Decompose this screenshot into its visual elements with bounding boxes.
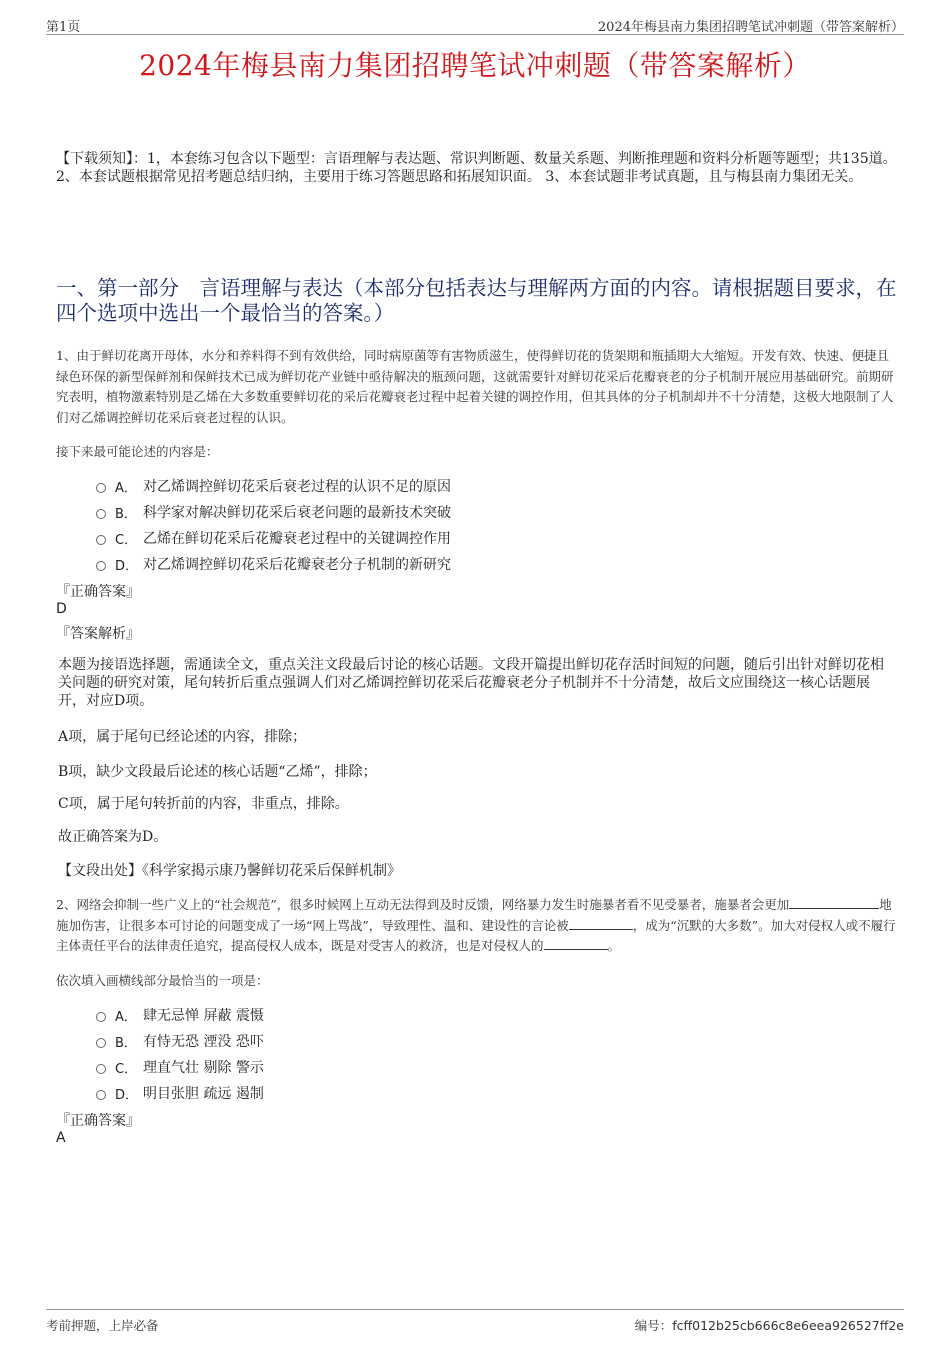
analysis-line: A项，属于尾句已经论述的内容，排除；	[58, 729, 307, 745]
question-2-options	[96, 1002, 264, 1106]
radio-icon[interactable]	[96, 1090, 106, 1100]
option-text: 对乙烯调控鲜切花采后衰老过程的认识不足的原因	[143, 479, 451, 495]
analysis-line: B项，缺少文段最后论述的核心话题“乙烯”，排除；	[58, 764, 377, 780]
option-text: 对乙烯调控鲜切花采后花瓣衰老分子机制的新研究	[143, 557, 451, 573]
question-1-prompt: 接下来最可能论述的内容是：	[56, 444, 219, 459]
page-number: 第1页	[46, 20, 81, 35]
option-text: 理直气壮 剔除 警示	[143, 1060, 264, 1076]
option-text: 有恃无恐 湮没 恐吓	[143, 1034, 264, 1050]
analysis-line: 故正确答案为D。	[58, 829, 168, 845]
analysis-label: 『答案解析』	[56, 626, 140, 642]
question-2-text: 2、网络会抑制一些广义上的“社会规范”，很多时候网上互动无法得到及时反馈，网络暴力发生时施暴者看不见受暴者，施暴者会更加 地施加伤害，让很多本可讨论的问题变成了一场“网上骂战”，导致理性、温和、建设性的言论被 ，成为“沉默的大多数”。加大对侵权人或不履行主体责任平台的法律责任追究，提高侵权人成本，既是对受害人的救济，也是对侵权人的 。	[56, 897, 896, 953]
page-title: 2024年梅县南力集团招聘笔试冲刺题（带答案解析）	[139, 49, 811, 82]
page-footer	[46, 1309, 904, 1334]
question-2-prompt: 依次填入画横线部分最恰当的一项是：	[56, 973, 269, 988]
radio-icon[interactable]	[96, 509, 106, 519]
fill-blank	[569, 917, 633, 930]
option-b[interactable]: B． 科学家对解决鲜切花采后衰老问题的最新技术突破	[96, 499, 451, 525]
option-d[interactable]: D． 明目张胆 疏远 遏制	[96, 1080, 264, 1106]
option-b[interactable]: B． 有恃无恐 湮没 恐吓	[96, 1028, 264, 1054]
answer-label: 『正确答案』	[56, 1113, 140, 1129]
footer-slogan: 考前押题，上岸必备	[46, 1318, 159, 1333]
option-c[interactable]: C． 理直气壮 剔除 警示	[96, 1054, 264, 1080]
source-line: 【文段出处】《科学家揭示康乃馨鲜切花采后保鲜机制》	[58, 863, 401, 879]
option-text: 科学家对解决鲜切花采后衰老问题的最新技术突破	[143, 505, 451, 521]
option-a[interactable]: A． 肆无忌惮 屏蔽 震慑	[96, 1002, 264, 1028]
answer-value: A	[56, 1130, 66, 1146]
radio-icon[interactable]	[96, 535, 106, 545]
fill-blank	[789, 896, 879, 909]
radio-icon[interactable]	[96, 1064, 106, 1074]
question-1-text: 1、由于鲜切花离开母体，水分和养料得不到有效供给，同时病原菌等有害物质滋生，使得鲜切花的货架期和瓶插期大大缩短。开发有效、快速、便捷且绿色环保的新型保鲜剂和保鲜技术已成为鲜切花产业链中亟待解决的瓶颈问题，这就需要针对鲜切花采后花瓣衰老的分子机制开展应用基础研究。前期研究表明，植物激素特别是乙烯在大多数重要鲜切花的采后花瓣衰老过程中起着关键的调控作用，但其具体的分子机制却并不十分清楚，这极大地限制了人们对乙烯调控鲜切花采后衰老过程的认识。	[56, 348, 894, 425]
section-heading: 一、第一部分 言语理解与表达（本部分包括表达与理解两方面的内容。请根据题目要求，在四个选项中选出一个最恰当的答案。）	[56, 276, 897, 325]
analysis-text: 本题为接语选择题，需通读全文，重点关注文段最后讨论的核心话题。文段开篇提出鲜切花存活时间短的问题，随后引出针对鲜切花相关问题的研究对策，尾句转折后重点强调人们对乙烯调控鲜切花采后花瓣衰老分子机制并不十分清楚，故后文应围绕这一核心话题展开，对应D项。	[58, 657, 884, 709]
download-notice: 【下载须知】：1，本套练习包含以下题型：言语理解与表达题、常识判断题、数量关系题、判断推理题和资料分析题等题型；共135道。 2、本套试题根据常见招考题总结归纳，主要用于练习答题思路和拓展知识面。 3、本套试题非考试真题，且与梅县南力集团无关。	[56, 151, 897, 185]
page-header	[46, 14, 904, 35]
option-c[interactable]: C． 乙烯在鲜切花采后花瓣衰老过程中的关键调控作用	[96, 525, 451, 551]
header-doc-title: 2024年梅县南力集团招聘笔试冲刺题（带答案解析）	[597, 20, 904, 35]
answer-label: 『正确答案』	[56, 584, 140, 600]
option-text: 肆无忌惮 屏蔽 震慑	[143, 1008, 264, 1024]
radio-icon[interactable]	[96, 1012, 106, 1022]
analysis-line: C项，属于尾句转折前的内容，非重点，排除。	[58, 796, 349, 812]
answer-value: D	[56, 601, 67, 617]
question-1-options	[96, 473, 451, 577]
radio-icon[interactable]	[96, 561, 106, 571]
radio-icon[interactable]	[96, 1038, 106, 1048]
radio-icon[interactable]	[96, 483, 106, 493]
footer-code: 编号：fcff012b25cb666c8e6eea926527ff2e	[634, 1318, 904, 1333]
option-text: 乙烯在鲜切花采后花瓣衰老过程中的关键调控作用	[143, 531, 451, 547]
option-d[interactable]: D． 对乙烯调控鲜切花采后花瓣衰老分子机制的新研究	[96, 551, 451, 577]
option-a[interactable]: A． 对乙烯调控鲜切花采后衰老过程的认识不足的原因	[96, 473, 451, 499]
option-text: 明目张胆 疏远 遏制	[143, 1086, 264, 1102]
fill-blank	[544, 937, 608, 950]
